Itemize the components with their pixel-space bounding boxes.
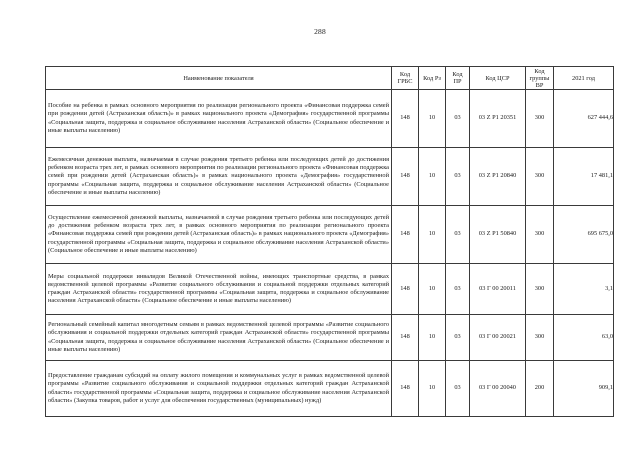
row-pr: 03 <box>446 264 470 315</box>
row-csr: 03 Z P1 50840 <box>470 206 526 264</box>
row-pr: 03 <box>446 206 470 264</box>
header-rz: Код Рз <box>419 67 446 90</box>
row-amount: 695 675,0 <box>554 206 614 264</box>
row-csr: 03 Z P1 20840 <box>470 148 526 206</box>
table-row <box>46 90 614 148</box>
row-grbs: 148 <box>392 315 419 361</box>
row-vr: 300 <box>526 148 554 206</box>
row-name: Пособие на ребенка в рамках основного мероприятия по реализации регионального проекта «Финансовая поддержка семей при рождении детей (Астраханская область)» в рамках национального проекта «Демография» государственной программы «Социальная защита, поддержка и социальное обслуживание населения Астраханской области» (Социальное обеспечение и иные выплаты населению) <box>46 90 392 148</box>
row-pr: 03 <box>446 315 470 361</box>
row-name: Осуществление ежемесячной денежной выплаты, назначаемой в случае рождения третьего ребенка или последующих детей до достижения ребенком возраста трех лет, в рамках основного мероприятия по реализации регионального проекта «Финансовая поддержка семей при рождении детей (Астраханская область)» в рамках национального проекта «Демография» государственной программы «Социальная защита, поддержка и социальное обслуживание населения Астраханской области» (Социальное обеспечение и иные выплаты населению) <box>46 206 392 264</box>
header-pr: Код ПР <box>446 67 470 90</box>
row-rz: 10 <box>419 315 446 361</box>
header-grbs: Код ГРБС <box>392 67 419 90</box>
budget-table <box>45 66 614 417</box>
table-header-row <box>46 67 614 90</box>
row-amount: 3,1 <box>554 264 614 315</box>
row-vr: 300 <box>526 206 554 264</box>
table-row <box>46 148 614 206</box>
header-year: 2021 год <box>554 67 614 90</box>
table-row <box>46 315 614 361</box>
row-pr: 03 <box>446 361 470 417</box>
row-pr: 03 <box>446 148 470 206</box>
row-vr: 200 <box>526 361 554 417</box>
row-vr: 300 <box>526 264 554 315</box>
row-vr: 300 <box>526 315 554 361</box>
header-csr: Код ЦСР <box>470 67 526 90</box>
row-rz: 10 <box>419 264 446 315</box>
row-grbs: 148 <box>392 206 419 264</box>
page-number: 288 <box>314 27 326 36</box>
row-name: Предоставление гражданам субсидий на оплату жилого помещения и коммунальных услуг в рамках ведомственной целевой программы «Развитие социального обслуживания и социальной поддержки отдельных категорий граждан Астраханской области» государственной программы «Социальная защита, поддержка и социальное обслуживание населения Астраханской области» (Закупка товаров, работ и услуг для обеспечения государственных (муниципальных) нужд) <box>46 361 392 417</box>
row-rz: 10 <box>419 148 446 206</box>
row-rz: 10 <box>419 361 446 417</box>
row-csr: 03 Г 00 20021 <box>470 315 526 361</box>
row-rz: 10 <box>419 206 446 264</box>
row-amount: 909,1 <box>554 361 614 417</box>
table-row <box>46 206 614 264</box>
table-row <box>46 264 614 315</box>
row-grbs: 148 <box>392 90 419 148</box>
row-pr: 03 <box>446 90 470 148</box>
row-csr: 03 Г 00 20040 <box>470 361 526 417</box>
row-amount: 63,0 <box>554 315 614 361</box>
row-grbs: 148 <box>392 264 419 315</box>
row-vr: 300 <box>526 90 554 148</box>
row-name: Меры социальной поддержки инвалидов Великой Отечественной войны, имеющих транспортные средства, в рамках ведомственной целевой программы «Развитие социального обслуживания и социальной поддержки отдельных категорий граждан Астраханской области» государственной программы «Социальная защита, поддержка и социальное обслуживание населения Астраханской области» (Социальное обеспечение и иные выплаты населению) <box>46 264 392 315</box>
table-row <box>46 361 614 417</box>
row-csr: 03 Z P1 20351 <box>470 90 526 148</box>
row-name: Ежемесячная денежная выплата, назначаемая в случае рождения третьего ребенка или последующих детей до достижения ребенком возраста трех лет, в рамках основного мероприятия по реализации регионального проекта «Финансовая поддержка семей при рождении детей (Астраханская область)» в рамках национального проекта «Демография» государственной программы «Социальная защита, поддержка и социальное обслуживание населения Астраханской области» (Социальное обеспечение и иные выплаты населению) <box>46 148 392 206</box>
header-name: Наименование показателя <box>46 67 392 90</box>
header-vr: Код группы ВР <box>526 67 554 90</box>
row-name: Региональный семейный капитал многодетным семьям в рамках ведомственной целевой программы «Развитие социального обслуживания и социальной поддержки отдельных категорий граждан Астраханской области» государственной программы «Социальная защита, поддержка и социальное обслуживание населения Астраханской области» (Социальное обеспечение и иные выплаты населению) <box>46 315 392 361</box>
row-csr: 03 Г 00 20011 <box>470 264 526 315</box>
row-rz: 10 <box>419 90 446 148</box>
row-amount: 627 444,6 <box>554 90 614 148</box>
row-grbs: 148 <box>392 361 419 417</box>
row-grbs: 148 <box>392 148 419 206</box>
row-amount: 17 481,1 <box>554 148 614 206</box>
